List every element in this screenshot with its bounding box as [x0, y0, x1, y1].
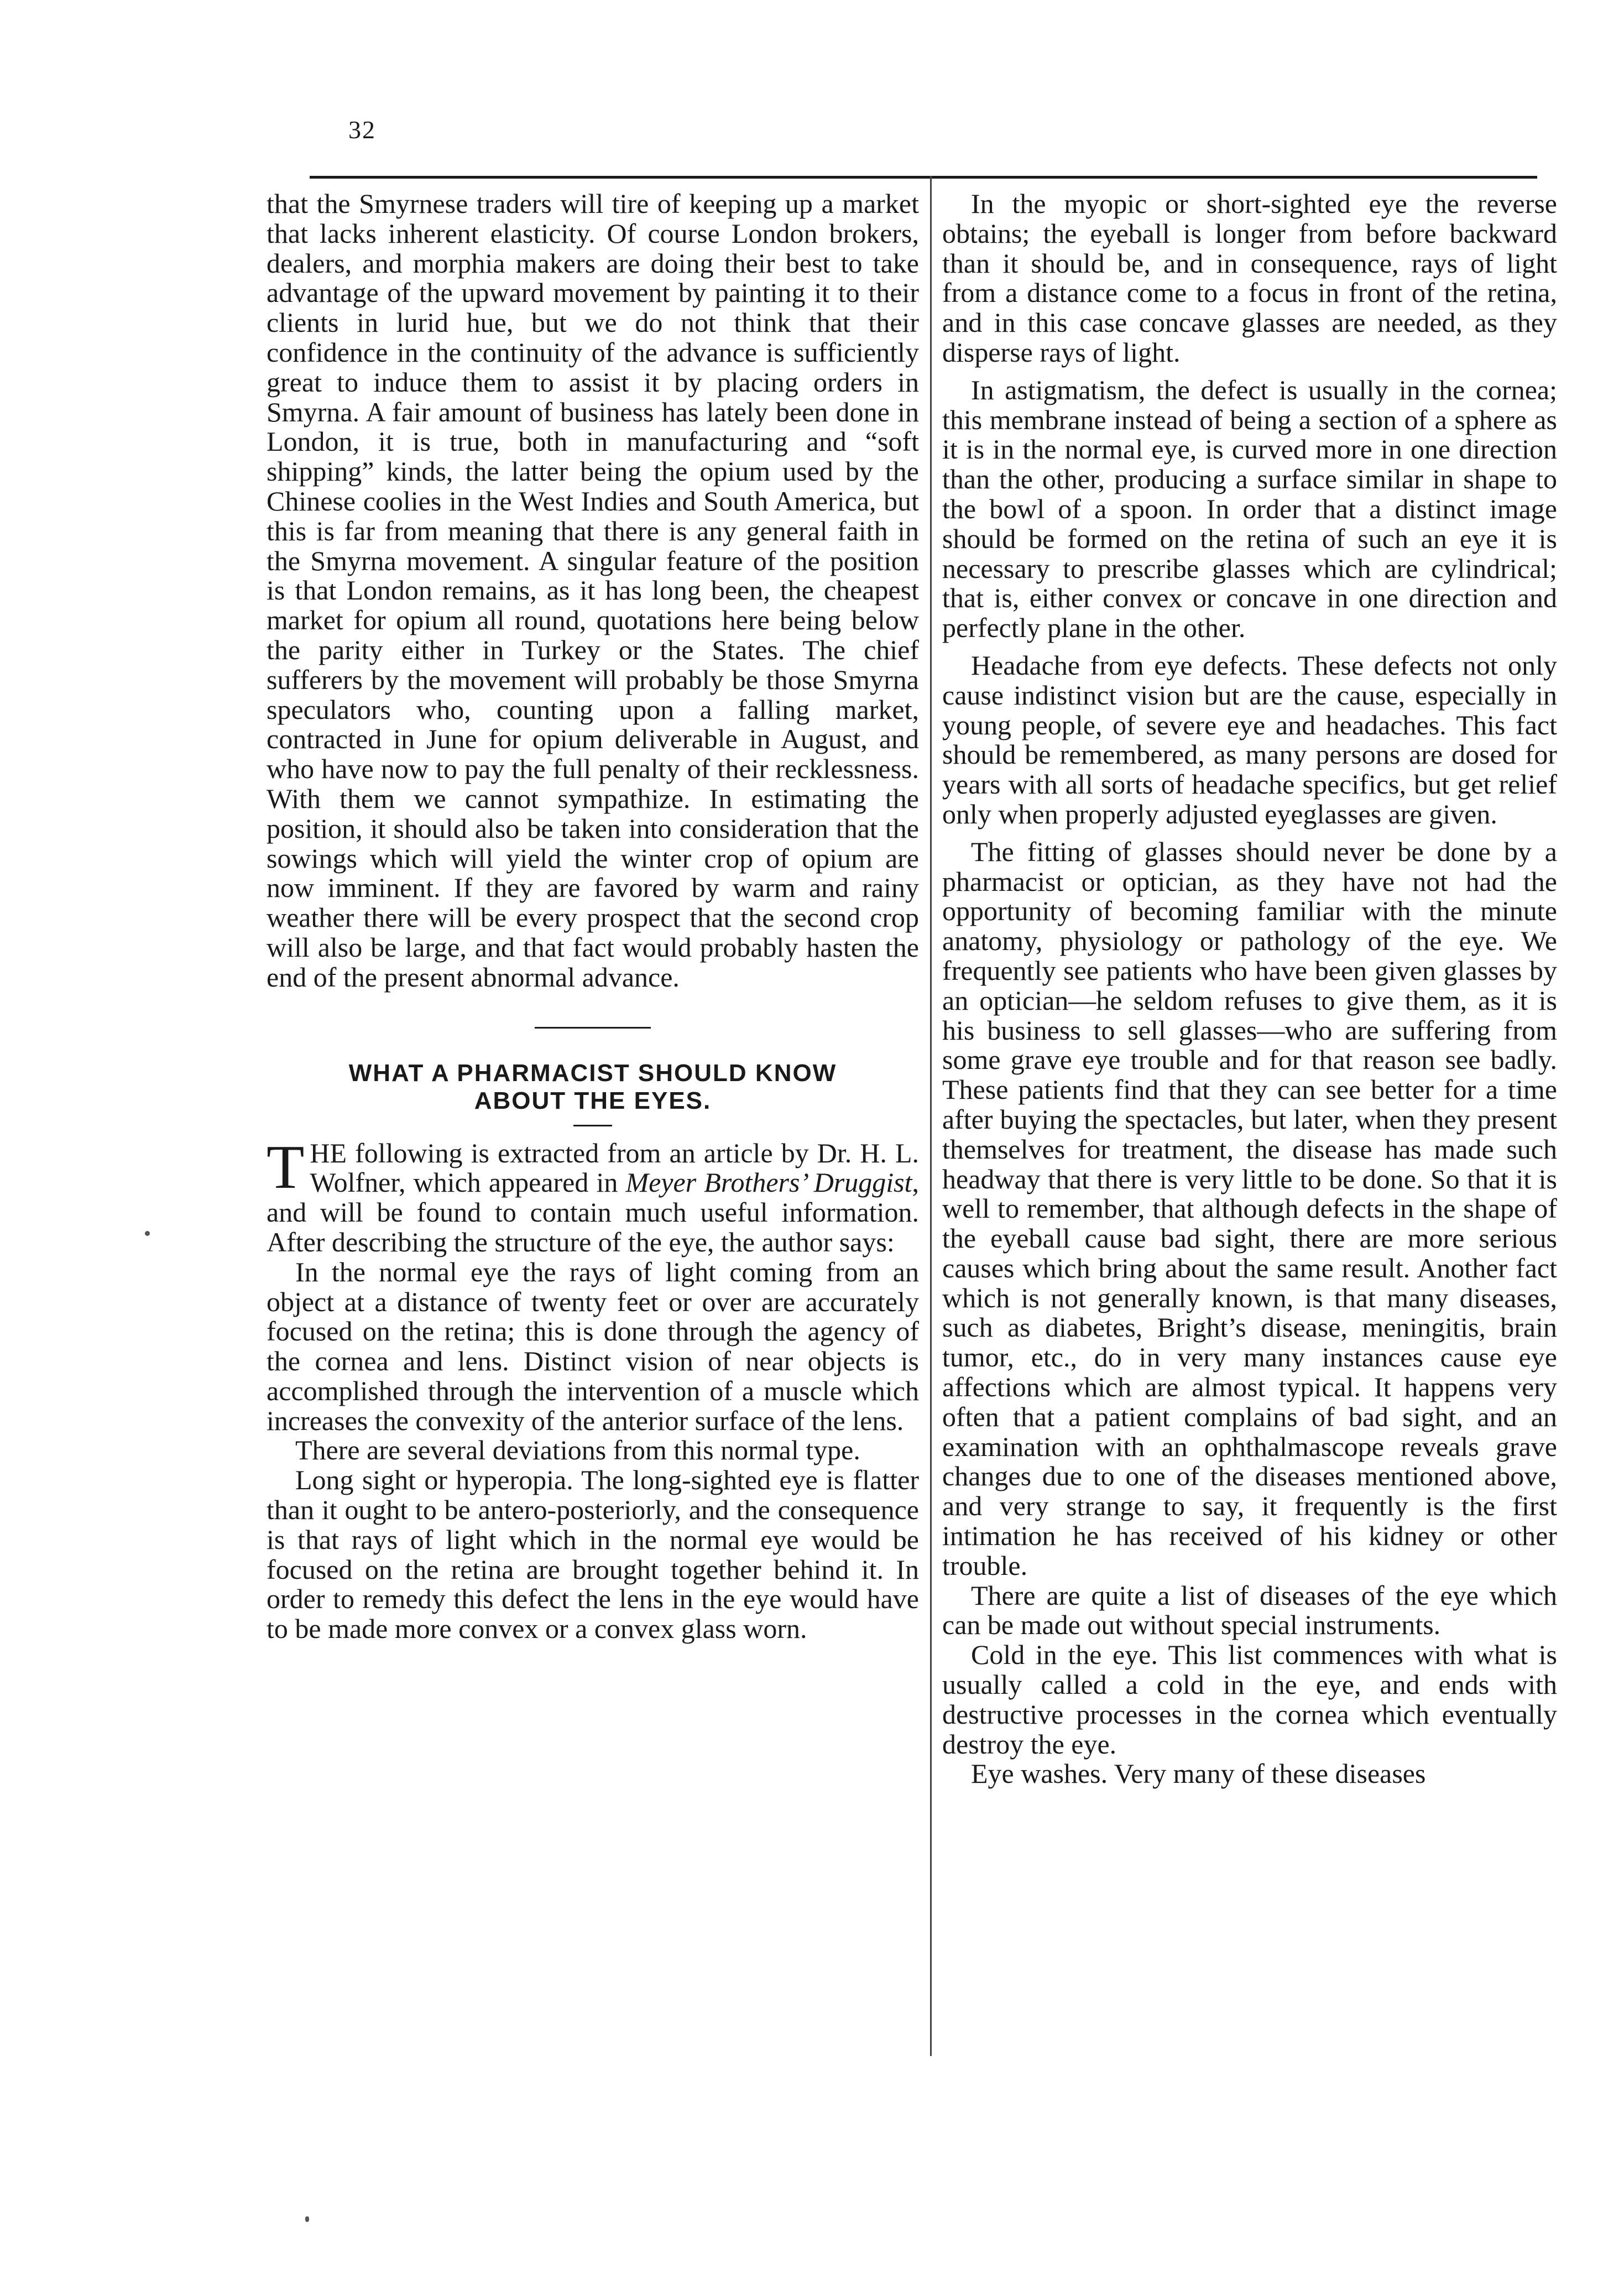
page-number: 32	[348, 116, 376, 144]
article-heading-line-2: ABOUT THE EYES.	[474, 1087, 712, 1114]
astigmatism-paragraph: In astigmatism, the defect is usually in the cornea; this membrane instead of being a section of a sphere as it is in the normal eye, is curved more in one direction than the other, producing a surface similar in shape to the bowl of a spoon. In order that a distinct image should be formed on the retina of such an eye it is necessary to prescribe glasses which are cylindrical; that is, either convex or concave in one direction and perfectly plane in the other.	[942, 374, 1557, 644]
opium-market-paragraph: that the Smyrnese traders will tire of keeping up a market that lacks inherent elasticity. Of course London brokers, dealers, and morphia makers are doing their best to take advantage of the upward movement by painting it to their clients in lurid hue, but we do not think that their confidence in the continuity of the advance is sufficiently great to induce them to assist it by placing orders in Smyrna. A fair amount of business has lately been done in London, it is true, both in manufacturing and “soft shipping” kinds, the latter being the opium used by the Chinese coolies in the West Indies and South America, but this is far from meaning that there is any general faith in the Smyrna movement. A singular feature of the position is that London remains, as it has long been, the cheapest market for opium all round, quotations here being below the parity either in Turkey or the States. The chief sufferers by the movement will probably be those Smyrna speculators who, counting upon a falling market, contracted in June for opium deliverable in August, and who have now to pay the full penalty of their recklessness. With them we cannot sympathize. In estimating the position, it should also be taken into consideration that the sowings which will yield the winter crop of opium are now imminent. If they are favored by warm and rainy weather there will be every prospect that the second crop will also be large, and that fact would probably hasten the end of the present abnormal advance.	[267, 188, 919, 993]
myopia-paragraph: In the myopic or short-sighted eye the reverse obtains; the eyeball is longer from before backward than it should be, and in consequence, rays of light from a distance come to a focus in front of the retina, and in this case concave glasses are needed, as they disperse rays of light.	[942, 188, 1557, 368]
column-divider	[930, 176, 932, 2056]
article-heading-line-1: WHAT A PHARMACIST SHOULD KNOW	[348, 1059, 837, 1087]
drop-cap: T	[267, 1133, 305, 1202]
long-sight-paragraph: Long sight or hyperopia. The long-sighted eye is flatter than it ought to be antero-posteriorly, and the consequence is that rays of light which in the normal eye would be focused on the retina are brought together behind it. In order to remedy this defect the lens in the eye would have to be made more convex or a convex glass worn.	[267, 1464, 919, 1645]
deviations-paragraph: There are several deviations from this normal type.	[295, 1434, 860, 1466]
section-separator-rule	[535, 1027, 651, 1029]
article-heading	[267, 1060, 919, 1115]
left-column	[267, 189, 919, 1644]
heading-underline-rule	[573, 1125, 612, 1126]
diseases-list-paragraph: There are quite a list of diseases of the eye which can be made out without special instruments.	[942, 1579, 1557, 1641]
cold-in-eye-paragraph: Cold in the eye. This list commences with what is usually called a cold in the eye, and ends with destructive processes in the cornea which eventually destroy the eye.	[942, 1639, 1557, 1760]
article-intro-text-a: HE following is extracted from an article by Dr. H. L. Wolfner, which appeared in	[310, 1137, 919, 1198]
article-intro-text-b: , and will be found to contain much useful information. After describing the structure of the eye, the author says:	[267, 1167, 919, 1257]
margin-speck	[145, 1231, 150, 1236]
article-intro-paragraph	[267, 1133, 919, 1257]
headache-paragraph: Headache from eye defects. These defects not only cause indistinct vision but are the cause, especially in young people, of severe eye and headaches. This fact should be remembered, as many persons are dosed for years with all sorts of headache specifics, but get relief only when properly adjusted eyeglasses are given.	[942, 649, 1557, 829]
normal-eye-paragraph: In the normal eye the rays of light coming from an object at a distance of twenty feet or over are accurately focused on the retina; this is done through the agency of the cornea and lens. Distinct vision of near objects is accomplished through the intervention of a muscle which increases the convexity of the anterior surface of the lens.	[267, 1256, 919, 1436]
journal-name: Meyer Brothers’ Druggist	[625, 1167, 912, 1198]
eye-washes-paragraph: Eye washes. Very many of these diseases	[971, 1758, 1426, 1789]
header-rule	[310, 176, 1537, 179]
fitting-glasses-paragraph: The fitting of glasses should never be done by a pharmacist or optician, as they have not had the opportunity of becoming familiar with the minute anatomy, physiology or pathology of the eye. We frequently see patients who have been given glasses by an optician—he seldom refuses to give them, as it is his business to sell glasses—who are suffering from some grave eye trouble and for that reason see badly. These patients find that they can see better for a time after buying the spectacles, but later, when they present themselves for treatment, the disease has made such headway that there is very little to be done. So that it is well to remember, that although defects in the shape of the eyeball cause bad sight, there are more serious causes which bring about the same result. Another fact which is not generally known, is that many diseases, such as diabetes, Bright’s disease, meningitis, brain tumor, etc., do in very many instances cause eye affections which are almost typical. It happens very often that a patient complains of bad sight, and an examination with an ophthalmascope reveals grave changes due to one of the diseases mentioned above, and very strange to say, it frequently is the first intimation he has received of his kidney or other trouble.	[942, 836, 1557, 1581]
margin-speck	[305, 2216, 309, 2222]
right-column	[942, 189, 1557, 1789]
